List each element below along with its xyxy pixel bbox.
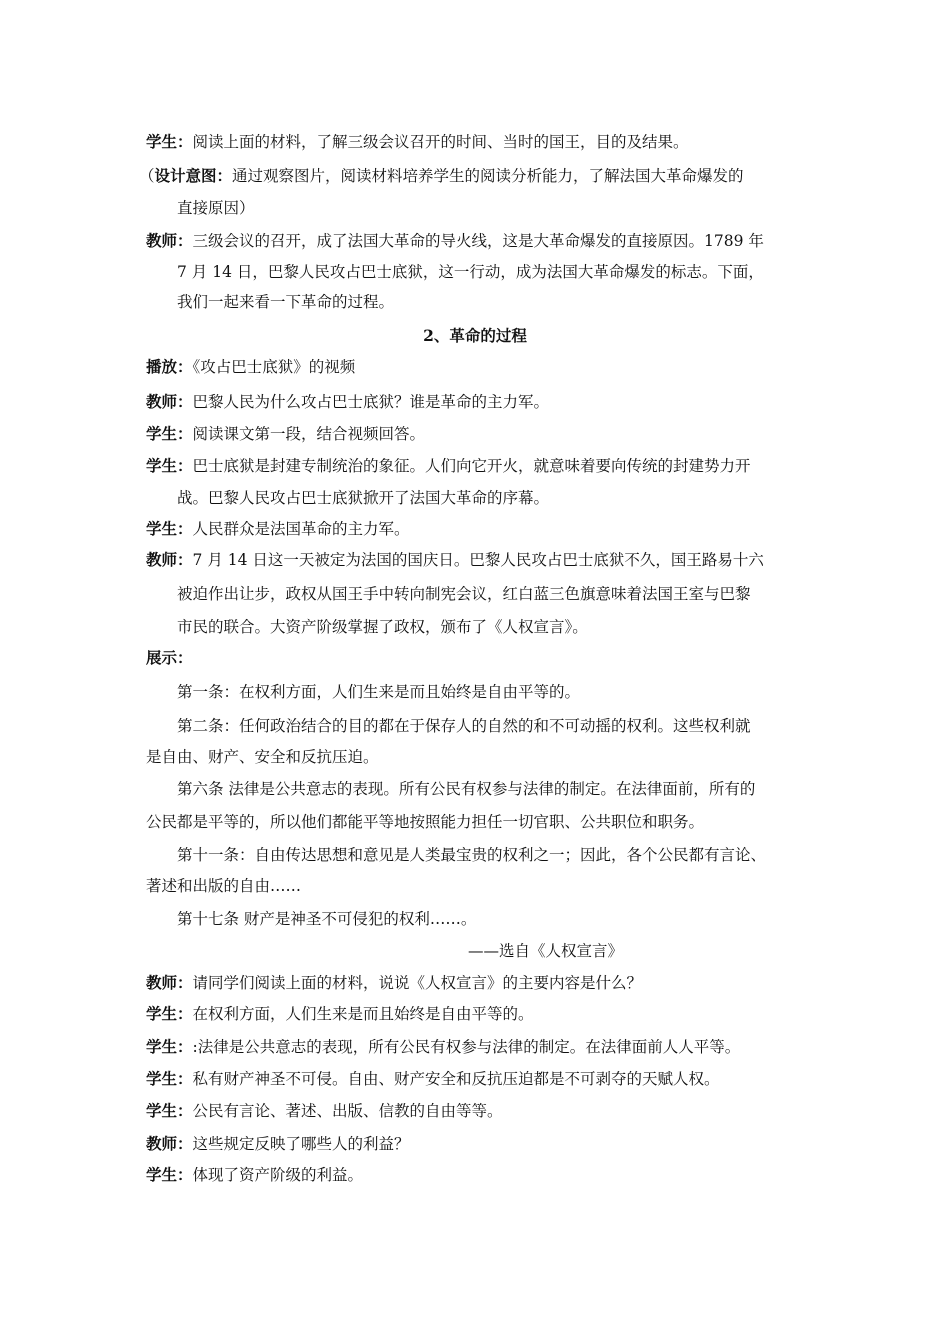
dialogue-line <box>146 132 689 152</box>
line-text: 通过观察图片，阅读材料培养学生的阅读分析能力，了解法国大革命爆发的 <box>232 167 744 185</box>
dialogue-line <box>139 166 744 186</box>
line-text: 巴黎人民为什么攻占巴士底狱？谁是革命的主力军。 <box>192 393 550 411</box>
dialogue-line <box>146 550 764 570</box>
line-text: 私有财产神圣不可侵。自由、财产安全和反抗压迫都是不可剥夺的天赋人权。 <box>192 1070 720 1088</box>
dialogue-continuation <box>177 292 394 312</box>
line-text: :法律是公共意志的表现，所有公民有权参与法律的制定。在法律面前人人平等。 <box>192 1038 741 1056</box>
line-text: 我们一起来看一下革命的过程。 <box>177 293 395 311</box>
speaker-label: 教师 <box>146 1134 178 1153</box>
speaker-label: 教师 <box>146 550 178 569</box>
open-paren: （ <box>139 167 155 185</box>
dialogue-continuation <box>177 488 549 508</box>
dialogue-continuation <box>177 262 764 282</box>
speaker-separator: ： <box>177 1165 193 1184</box>
dialogue-line <box>146 1069 720 1089</box>
dialogue-continuation <box>177 198 255 218</box>
dialogue-line <box>146 392 549 412</box>
speaker-label: 播放 <box>146 357 178 376</box>
dialogue-line <box>146 1037 740 1057</box>
speaker-label: 学生 <box>146 1101 178 1120</box>
speaker-label: 教师 <box>146 231 178 250</box>
line-text: 《攻占巴士底狱》的视频 <box>192 358 356 376</box>
quote-line: 第十一条：自由传达思想和意见是人类最宝贵的权利之一；因此，各个公民都有言论、 <box>177 846 767 864</box>
quote-source: ——选自《人权宣言》 <box>468 942 624 960</box>
speaker-label: 学生 <box>146 1069 178 1088</box>
dialogue-line <box>146 231 764 251</box>
dialogue-line <box>146 648 193 668</box>
line-text: 这些规定反映了哪些人的利益？ <box>192 1135 410 1153</box>
speaker-separator: ： <box>177 1004 193 1023</box>
line-text: 直接原因） <box>177 199 255 217</box>
speaker-label: 学生 <box>146 519 178 538</box>
speaker-label: 教师 <box>146 392 178 411</box>
speaker-label: 学生 <box>146 424 178 443</box>
line-text: 人民群众是法国革命的主力军。 <box>192 520 410 538</box>
section-heading: 2、革命的过程 <box>423 326 527 345</box>
dialogue-line <box>146 1165 363 1185</box>
line-text: 公民有言论、著述、出版、信教的自由等等。 <box>192 1102 503 1120</box>
speaker-separator: ： <box>177 357 193 376</box>
dialogue-continuation <box>177 617 588 637</box>
line-text: 7 月 14 日这一天被定为法国的国庆日。巴黎人民攻占巴士底狱不久，国王路易十六 <box>192 551 764 569</box>
quote-line: 著述和出版的自由…… <box>146 877 302 895</box>
dialogue-line <box>146 1004 534 1024</box>
speaker-label: 教师 <box>146 973 178 992</box>
speaker-separator: ： <box>177 231 193 250</box>
line-text: 体现了资产阶级的利益。 <box>192 1166 364 1184</box>
speaker-separator: ： <box>177 1101 193 1120</box>
quote-line: 公民都是平等的，所以他们都能平等地按照能力担任一切官职、公共职位和职务。 <box>146 813 705 831</box>
speaker-label: 展示 <box>146 648 178 667</box>
speaker-separator: ： <box>177 1134 193 1153</box>
quote-line: 第二条：任何政治结合的目的都在于保存人的自然的和不可动摇的权利。这些权利就 <box>177 717 751 735</box>
speaker-label: 学生 <box>146 1037 178 1056</box>
line-text: 阅读上面的材料，了解三级会议召开的时间、当时的国王，目的及结果。 <box>192 133 689 151</box>
dialogue-line <box>146 357 355 377</box>
line-text: 巴士底狱是封建专制统治的象征。人们向它开火，就意味着要向传统的封建势力开 <box>192 457 751 475</box>
quote-line: 第一条：在权利方面，人们生来是而且始终是自由平等的。 <box>177 683 581 701</box>
quote-line: 第六条 法律是公共意志的表现。所有公民有权参与法律的制定。在法律面前，所有的 <box>177 780 756 798</box>
dialogue-line <box>146 519 410 539</box>
dialogue-line <box>146 456 751 476</box>
speaker-label: 设计意图 <box>154 166 217 185</box>
line-text: 请同学们阅读上面的材料，说说《人权宣言》的主要内容是什么？ <box>192 974 643 992</box>
speaker-separator: ： <box>177 1037 193 1056</box>
dialogue-line <box>146 1134 410 1154</box>
speaker-separator: ： <box>177 973 193 992</box>
line-text: 7 月 14 日，巴黎人民攻占巴士底狱，这一行动，成为法国大革命爆发的标志。下面， <box>177 263 764 281</box>
line-text: 阅读课文第一段，结合视频回答。 <box>192 425 426 443</box>
line-text: 战。巴黎人民攻占巴士底狱掀开了法国大革命的序幕。 <box>177 489 550 507</box>
speaker-separator: ： <box>177 456 193 475</box>
dialogue-line <box>146 973 642 993</box>
quote-line: 第十七条 财产是神圣不可侵犯的权利……。 <box>177 910 477 928</box>
speaker-separator: ： <box>177 1069 193 1088</box>
line-text: 在权利方面，人们生来是而且始终是自由平等的。 <box>192 1005 534 1023</box>
speaker-separator: ： <box>177 132 193 151</box>
speaker-separator: ： <box>216 166 233 185</box>
speaker-label: 学生 <box>146 456 178 475</box>
speaker-label: 学生 <box>146 1165 178 1184</box>
speaker-label: 学生 <box>146 132 178 151</box>
dialogue-line <box>146 424 425 444</box>
speaker-label: 学生 <box>146 1004 178 1023</box>
quote-line: 是自由、财产、安全和反抗压迫。 <box>146 748 379 766</box>
speaker-separator: ： <box>177 550 193 569</box>
line-text: 三级会议的召开，成了法国大革命的导火线，这是大革命爆发的直接原因。1789 年 <box>192 232 764 250</box>
dialogue-line <box>146 1101 503 1121</box>
speaker-separator: ： <box>177 519 193 538</box>
line-text: 被迫作出让步，政权从国王手中转向制宪会议，红白蓝三色旗意味着法国王室与巴黎 <box>177 585 751 603</box>
speaker-separator: ： <box>177 392 193 411</box>
speaker-separator: ： <box>177 424 193 443</box>
dialogue-continuation <box>177 584 751 604</box>
speaker-separator: ： <box>177 648 193 667</box>
line-text: 市民的联合。大资产阶级掌握了政权，颁布了《人权宣言》。 <box>177 618 588 636</box>
